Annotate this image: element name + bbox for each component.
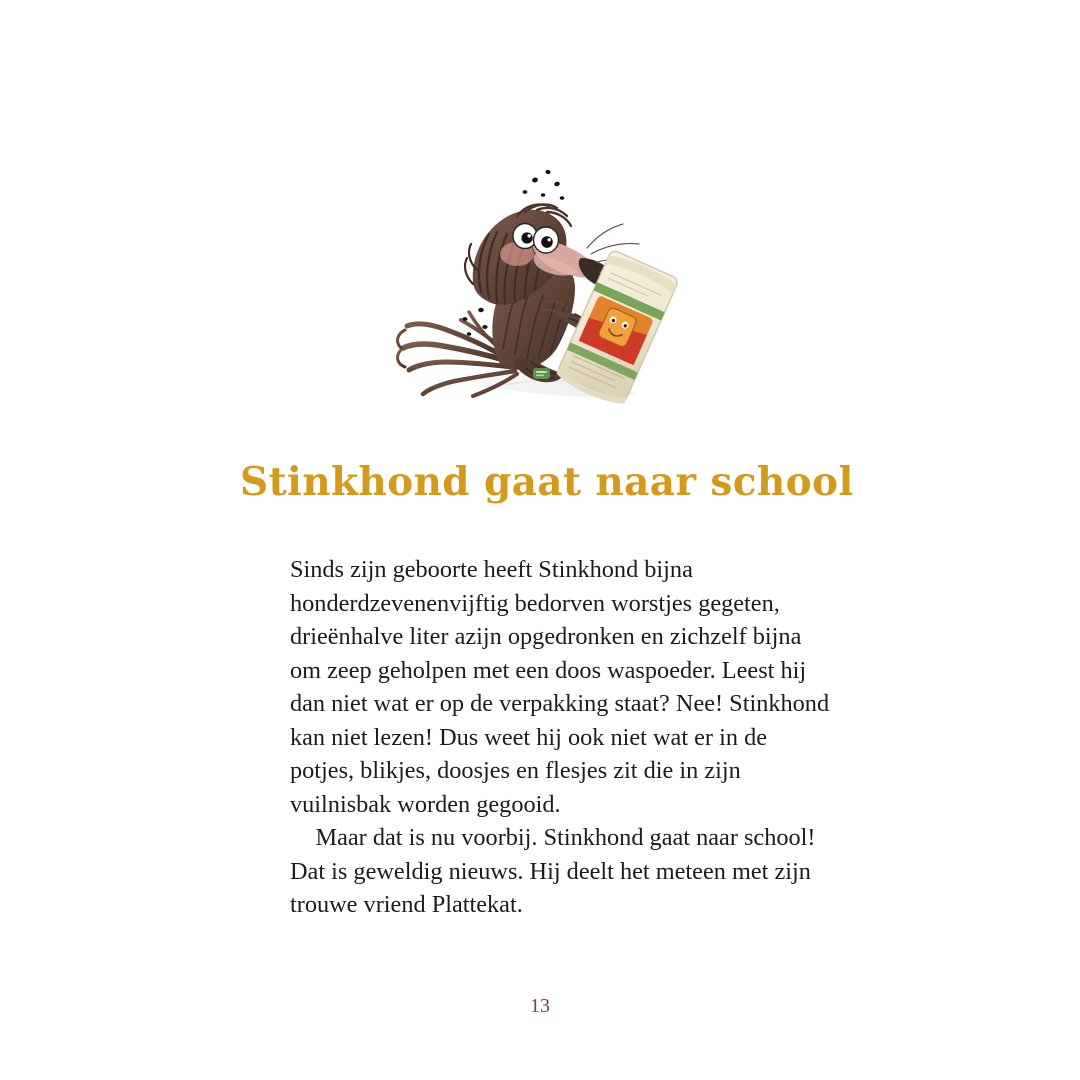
chapter-body — [290, 553, 830, 922]
green-tag — [533, 368, 550, 379]
page-number: 13 — [530, 995, 550, 1017]
chapter-illustration — [385, 162, 685, 410]
body-paragraph-1: Sinds zijn geboorte heeft Stinkhond bijna honderdzevenenvijftig bedorven worstjes gegeten, drieënhalve liter azijn opgedronken en zichzelf bijna om zeep geholpen met een doos waspoeder. Leest hij dan niet wat er op de verpakking staat? Nee! Stinkhond kan niet lezen! Dus weet hij ook niet wat er in de potjes, blikjes, doosjes en flesjes zit die in zijn vuilnisbak worden gegooid. — [290, 556, 830, 818]
chapter-title: Stinkhond gaat naar school — [240, 459, 854, 506]
body-paragraph-2: Maar dat is nu voorbij. Stinkhond gaat naar school! Dat is geweldig nieuws. Hij deelt het meteen met zijn trouwe vriend Plattekat. — [290, 824, 816, 918]
